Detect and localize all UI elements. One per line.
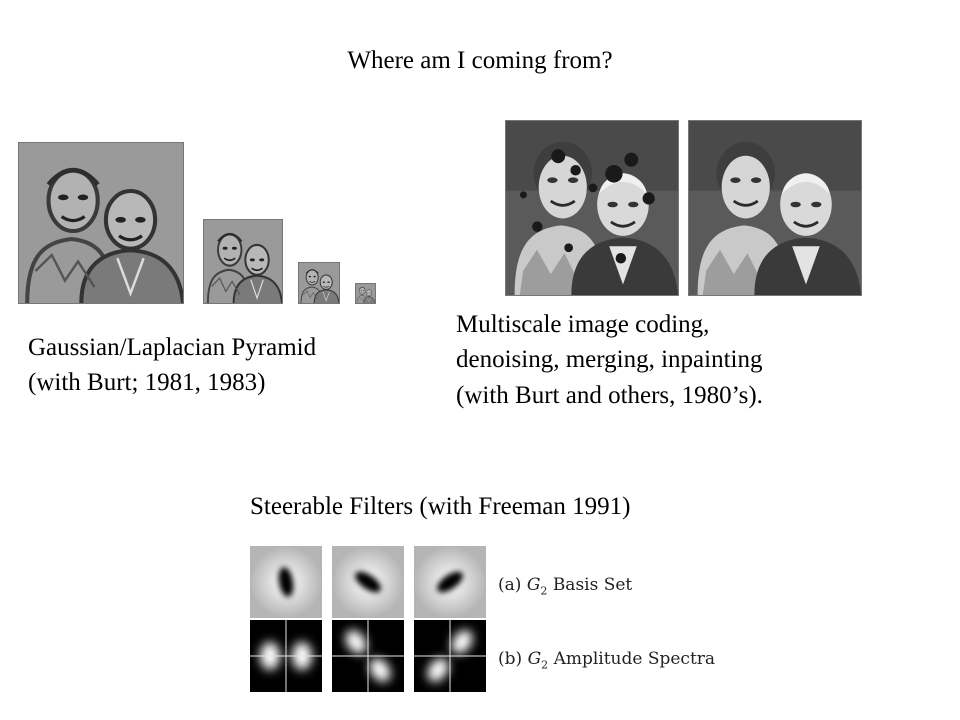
amplitude-spectra-label-subscript: 2: [541, 658, 549, 672]
spectrum-vertical: [250, 620, 322, 692]
steerable-caption: Steerable Filters (with Freeman 1991): [250, 493, 631, 520]
spectrum-diagonal-b: [414, 620, 486, 692]
amplitude-spectra-label-prefix: (b): [498, 649, 523, 669]
multiscale-caption-line-2: denoising, merging, inpainting: [456, 346, 763, 373]
basis-filter-diagonal-a: [332, 546, 404, 618]
damaged-photo: [505, 120, 679, 296]
pyramid-level-2-image: [298, 262, 340, 304]
basis-set-label-text: Basis Set: [552, 575, 633, 595]
basis-set-label-prefix: (a): [498, 575, 522, 595]
pyramid-level-1-image: [203, 219, 283, 304]
pyramid-caption-line-1: Gaussian/Laplacian Pyramid: [28, 334, 317, 361]
amplitude-spectra-label: [498, 649, 715, 671]
slide-title: Where am I coming from?: [347, 47, 613, 74]
amplitude-spectra-label-text: Amplitude Spectra: [553, 649, 716, 669]
basis-set-label-subscript: 2: [540, 584, 548, 598]
basis-filter-diagonal-b: [414, 546, 486, 618]
basis-filter-vertical: [250, 546, 322, 618]
pyramid-level-0-image: [18, 142, 184, 304]
pyramid-caption-line-2: (with Burt; 1981, 1983): [28, 369, 266, 396]
restored-photo: [688, 120, 862, 296]
multiscale-caption-line-3: (with Burt and others, 1980’s).: [456, 382, 763, 409]
basis-set-label-symbol: G: [526, 575, 541, 595]
pyramid-level-3-image: [355, 283, 376, 304]
amplitude-spectra-label-symbol: G: [527, 649, 542, 669]
spectrum-diagonal-a: [332, 620, 404, 692]
basis-set-label: [498, 575, 632, 597]
multiscale-caption-line-1: Multiscale image coding,: [456, 311, 710, 338]
